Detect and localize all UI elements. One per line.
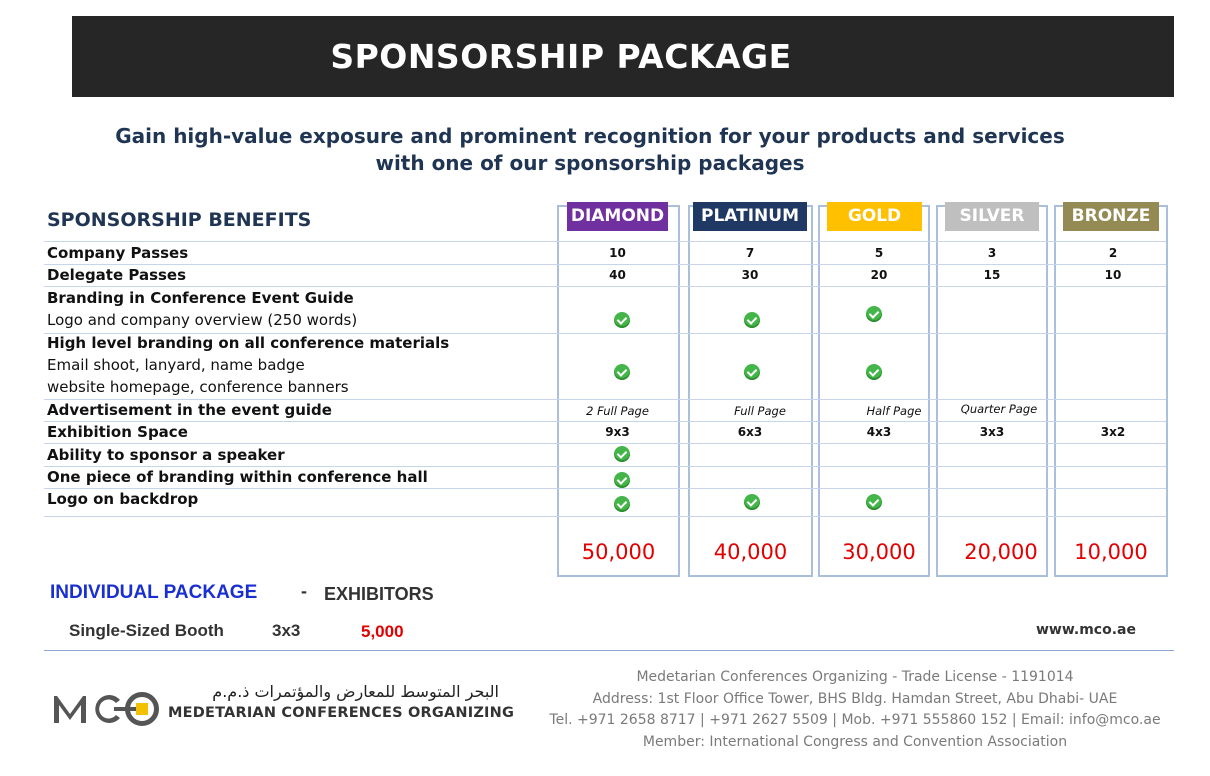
row-label-branding-guide: Branding in Conference Event Guide (47, 289, 354, 307)
row-divider (44, 286, 1166, 287)
row-label-company-passes: Company Passes (47, 244, 189, 262)
check-icon (866, 364, 882, 380)
mco-logo-icon (52, 690, 162, 726)
cell-exhibition-platinum: 6x3 (737, 425, 763, 439)
check-icon (866, 306, 882, 322)
check-icon (744, 312, 760, 328)
cell-exhibition-gold: 4x3 (866, 425, 892, 439)
cell-delegate-passes-silver: 15 (983, 268, 1001, 282)
header-banner (72, 16, 1174, 97)
footer-divider (44, 650, 1174, 651)
check-icon (614, 472, 630, 488)
check-icon (614, 312, 630, 328)
tier-header-gold: GOLD (827, 202, 922, 231)
row-divider (44, 399, 1166, 400)
row-divider (44, 264, 1166, 265)
column-box-platinum (688, 205, 813, 577)
row-label-hall-branding: One piece of branding within conference hall (47, 468, 428, 486)
logo-company-name: MEDETARIAN CONFERENCES ORGANIZING (168, 705, 515, 721)
footer-contact (540, 667, 1170, 753)
row-sublabel-branding-guide: Logo and company overview (250 words) (47, 311, 358, 329)
check-icon (614, 446, 630, 462)
row-sublabel-materials-2: website homepage, conference banners (47, 378, 349, 396)
footer-phones: Tel. +971 2658 8717 | +971 2627 5509 | Mob. +971 555860 152 | Email: info@mco.ae (549, 712, 1161, 728)
exhibitors-label: EXHIBITORS (324, 584, 434, 604)
cell-company-passes-silver: 3 (987, 246, 997, 260)
tier-header-bronze: BRONZE (1063, 202, 1159, 231)
price-diamond: 50,000 (581, 540, 656, 564)
row-divider (44, 421, 1166, 422)
row-divider (44, 443, 1166, 444)
price-silver: 20,000 (964, 540, 1038, 564)
cell-advertisement-silver: Quarter Page (960, 402, 1038, 416)
column-box-gold (818, 205, 930, 577)
cell-exhibition-bronze: 3x2 (1100, 425, 1126, 439)
booth-label: Single-Sized Booth (69, 621, 224, 640)
cell-delegate-passes-platinum: 30 (741, 268, 759, 282)
subtitle-line-2: with one of our sponsorship packages (375, 151, 805, 175)
cell-company-passes-bronze: 2 (1108, 246, 1118, 260)
benefits-title: SPONSORSHIP BENEFITS (47, 209, 312, 231)
footer-license: Medetarian Conferences Organizing - Trade License - 1191014 (636, 669, 1074, 685)
check-icon (614, 496, 630, 512)
row-label-delegate-passes: Delegate Passes (47, 266, 187, 284)
row-divider (44, 516, 1166, 517)
cell-exhibition-silver: 3x3 (979, 425, 1005, 439)
tier-header-diamond: DIAMOND (567, 202, 668, 231)
row-divider (44, 466, 1166, 467)
tier-header-platinum: PLATINUM (693, 202, 807, 231)
logo-arabic-text: البحر المتوسط للمعارض والمؤتمرات ذ.م.م (212, 682, 499, 701)
check-icon (614, 364, 630, 380)
cell-advertisement-diamond: 2 Full Page (586, 404, 649, 418)
column-box-diamond (557, 205, 680, 577)
cell-delegate-passes-diamond: 40 (609, 268, 626, 282)
row-label-speaker: Ability to sponsor a speaker (47, 446, 285, 464)
column-box-bronze (1054, 205, 1168, 577)
price-platinum: 40,000 (713, 540, 788, 564)
individual-package-title: INDIVIDUAL PACKAGE (50, 582, 258, 603)
booth-price: 5,000 (361, 622, 404, 641)
page-title: SPONSORSHIP PACKAGE (330, 37, 792, 76)
subtitle-line-1: Gain high-value exposure and prominent recognition for your products and services (115, 124, 1065, 148)
price-bronze: 10,000 (1074, 540, 1148, 564)
cell-delegate-passes-bronze: 10 (1104, 268, 1122, 282)
cell-advertisement-gold: Half Page (866, 404, 922, 418)
subtitle (90, 123, 1090, 177)
row-label-branding-materials: High level branding on all conference materials (47, 334, 450, 352)
tier-header-silver: SILVER (945, 202, 1039, 231)
cell-company-passes-platinum: 7 (745, 246, 755, 260)
booth-size: 3x3 (272, 621, 301, 640)
row-divider (44, 241, 1166, 242)
check-icon (744, 494, 760, 510)
cell-delegate-passes-gold: 20 (870, 268, 888, 282)
footer-membership: Member: International Congress and Convention Association (642, 733, 1068, 750)
row-divider (44, 488, 1166, 489)
check-icon (866, 494, 882, 510)
row-label-advertisement: Advertisement in the event guide (47, 401, 332, 419)
cell-exhibition-diamond: 9x3 (605, 425, 630, 439)
cell-company-passes-diamond: 10 (609, 246, 626, 260)
cell-company-passes-gold: 5 (874, 246, 884, 260)
column-box-silver (936, 205, 1048, 577)
cell-advertisement-platinum: Full Page (734, 404, 786, 418)
row-label-exhibition: Exhibition Space (47, 423, 188, 441)
row-label-backdrop: Logo on backdrop (47, 490, 199, 508)
website-link[interactable]: www.mco.ae (1036, 622, 1136, 638)
footer-address: Address: 1st Floor Office Tower, BHS Bldg. Hamdan Street, Abu Dhabi- UAE (592, 690, 1118, 707)
check-icon (744, 364, 760, 380)
price-gold: 30,000 (842, 540, 916, 564)
row-sublabel-materials-1: Email shoot, lanyard, name badge (47, 356, 305, 374)
individual-package-dash: - (301, 581, 307, 601)
